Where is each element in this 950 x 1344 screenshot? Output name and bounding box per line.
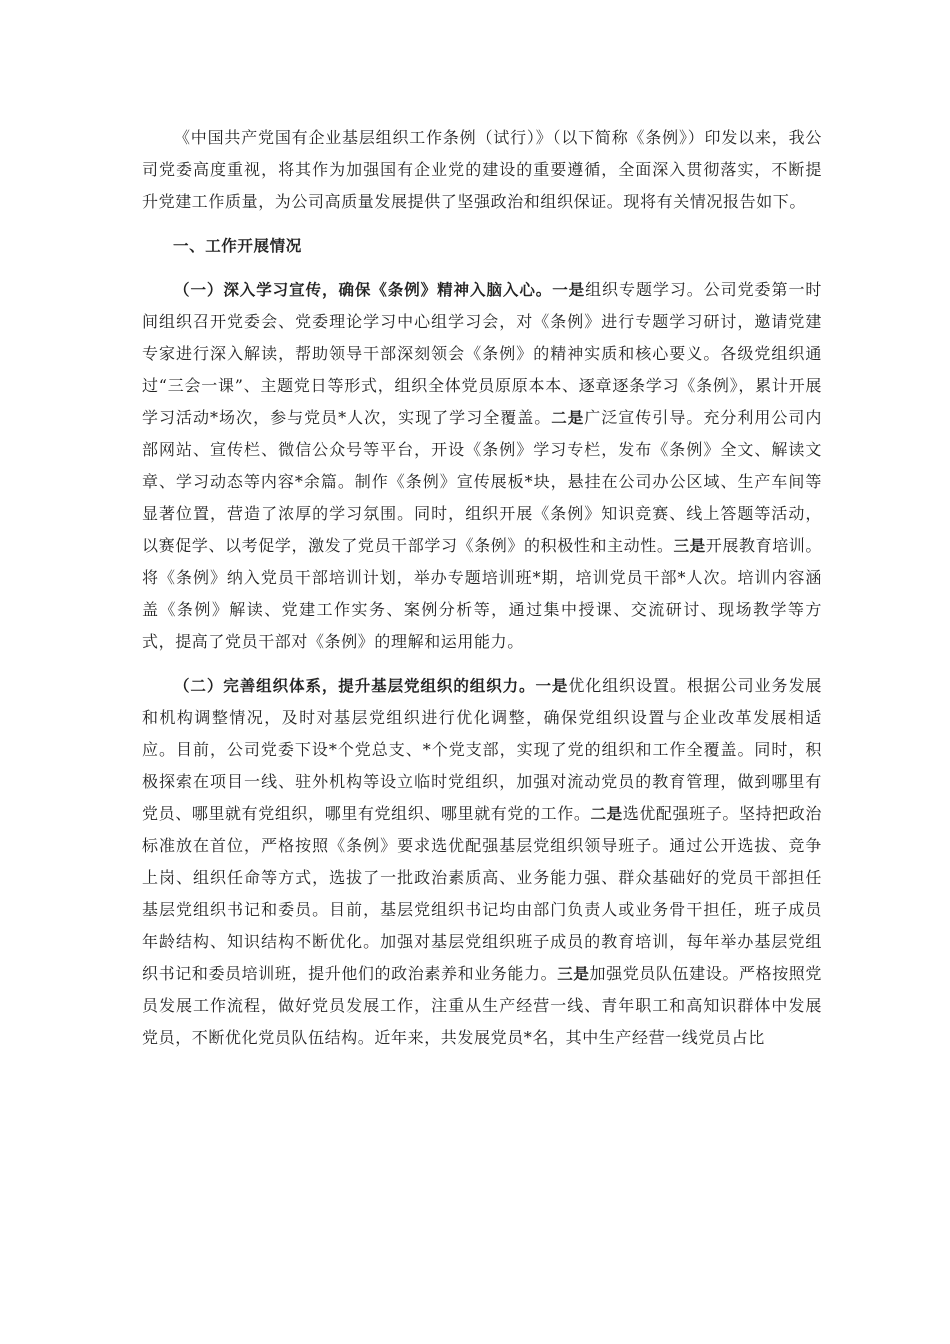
subsection-1-paragraph (142, 274, 822, 658)
point-marker: 三是 (557, 965, 590, 983)
point-text: 广泛宣传引导。充分利用公司内部网站、宣传栏、微信公众号等平台，开设《条例》学习专栏，发布《条例》全文、解读文章、学习动态等内容*余篇。制作《条例》宣传展板*块，悬挂在公司办公区域、生产车间等显著位置，营造了浓厚的学习氛围。同时，组织开展《条例》知识竞赛、线上答题等活动，以赛促学、以考促学，激发了党员干部学习《条例》的积极性和主动性。 (142, 408, 823, 555)
point-text: 组织专题学习。公司党委第一时间组织召开党委会、党委理论学习中心组学习会，对《条例》进行专题学习研讨，邀请党建专家进行深入解读，帮助领导干部深刻领会《条例》的精神实质和核心要义。各级党组织通过“三会一课”、主题党日等形式，组织全体党员原原本本、逐章逐条学习《条例》，累计开展学习活动*场次，参与党员*人次，实现了学习全覆盖。 (142, 280, 822, 427)
point-marker: 二是 (551, 409, 585, 427)
subsection-2-title: （二）完善组织体系，提升基层党组织的组织力。 (174, 677, 536, 695)
section-heading: 一、工作开展情况 (173, 237, 302, 255)
document-page (142, 122, 822, 1066)
intro-paragraph: 《中国共产党国有企业基层组织工作条例（试行）》（以下简称《条例》）印发以来，我公司党委高度重视，将其作为加强国有企业党的建设的重要遵循，全面深入贯彻落实，不断提升党建工作质量，为公司高质量发展提供了坚强政治和组织保证。现将有关情况报告如下。 (142, 128, 822, 211)
point-marker: 一是 (552, 281, 586, 299)
subsection-2-paragraph (142, 670, 822, 1054)
point-marker: 一是 (535, 677, 569, 695)
point-text: 加强党员队伍建设。严格按照党员发展工作流程，做好党员发展工作，注重从生产经营一线、青年职工和高知识群体中发展党员，不断优化党员队伍结构。近年来，共发展党员*名，其中生产经营一线党员占比 (142, 964, 823, 1047)
subsection-1-title: （一）深入学习宣传，确保《条例》精神入脑入心。 (174, 281, 553, 299)
point-text: 选优配强班子。坚持把政治标准放在首位，严格按照《条例》要求选优配强基层党组织领导班子。通过公开选拔、竞争上岗、组织任命等方式，选拔了一批政治素质高、业务能力强、群众基础好的党员干部担任基层党组织书记和委员。目前，基层党组织书记均由部门负责人或业务骨干担任，班子成员年龄结构、知识结构不断优化。加强对基层党组织班子成员的教育培训，每年举办基层党组织书记和委员培训班，提升他们的政治素养和业务能力。 (142, 804, 823, 983)
point-text: 开展教育培训。将《条例》纳入党员干部培训计划，举办专题培训班*期，培训党员干部*人次。培训内容涵盖《条例》解读、党建工作实务、案例分析等，通过集中授课、交流研讨、现场教学等方式，提高了党员干部对《条例》的理解和运用能力。 (142, 536, 823, 651)
point-marker: 三是 (673, 537, 706, 555)
point-text: 优化组织设置。根据公司业务发展和机构调整情况，及时对基层党组织进行优化调整，确保党组织设置与企业改革发展相适应。目前，公司党委下设*个党总支、*个党支部，实现了党的组织和工作全覆盖。同时，积极探索在项目一线、驻外机构等设立临时党组织，加强对流动党员的教育管理，做到哪里有党员、哪里就有党组织，哪里有党组织、哪里就有党的工作。 (142, 676, 822, 823)
point-marker: 二是 (590, 805, 623, 823)
